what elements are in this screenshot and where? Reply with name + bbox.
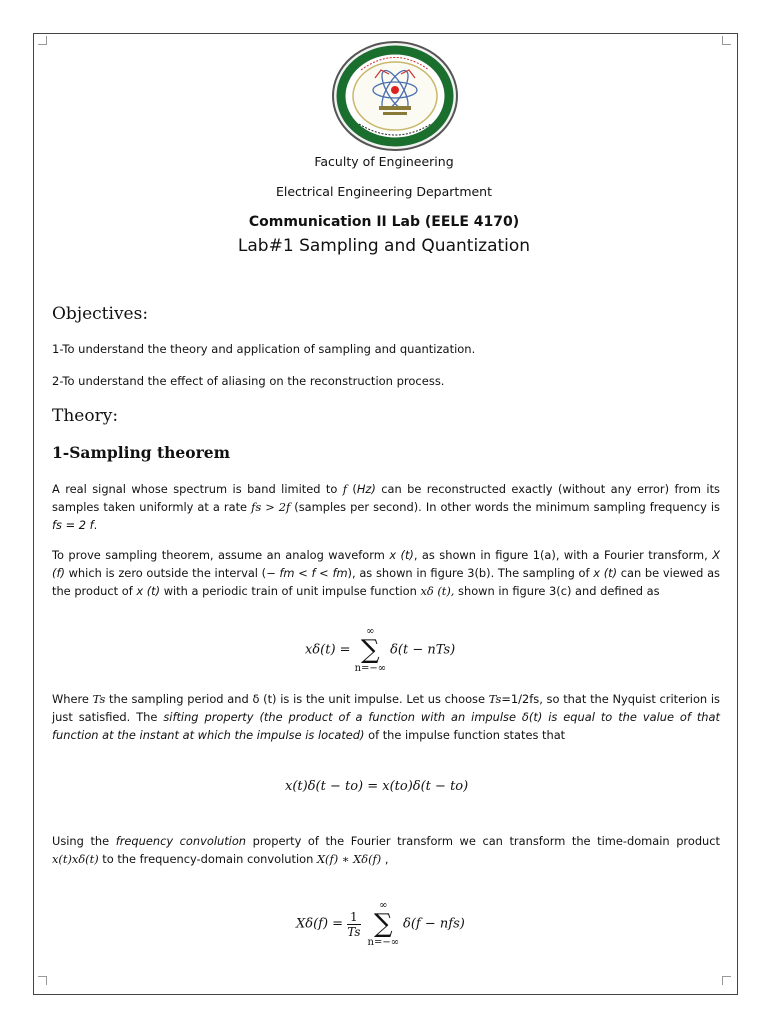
theory-heading: Theory: bbox=[52, 406, 119, 426]
lab-title: Lab#1 Sampling and Quantization bbox=[237, 236, 531, 256]
equation-impulse-train: xδ(t) = ∞ ∑ n=−∞ δ(t − nTs) bbox=[305, 626, 456, 674]
department-name: Electrical Engineering Department bbox=[275, 184, 493, 199]
paragraph-convolution: Using the frequency convolution property of the Fourier transform we can transform the time-domain product x(t)xδ(t) to the frequency-domain convolution X(f) ∗ Xδ(f) , bbox=[52, 834, 721, 866]
crop-mark-top-right bbox=[722, 36, 731, 45]
objective-item-1: 1-To understand the theory and application of sampling and quantization. bbox=[52, 342, 476, 356]
sampling-theorem-heading: 1-Sampling theorem bbox=[52, 443, 231, 462]
paragraph-sifting: Where Ts the sampling period and δ (t) is is the unit impulse. Let us choose Ts=1/2fs, so that the Nyquist criterion is just satisfied. The sifting property (the product of a function with an impulse δ(t) is equal to the value of that function at the instant at which the impulse is located) of the impulse function states that bbox=[52, 692, 720, 742]
course-title: Communication II Lab (EELE 4170) bbox=[248, 214, 520, 230]
crop-mark-bottom-left bbox=[38, 976, 47, 985]
objectives-heading: Objectives: bbox=[52, 304, 149, 324]
department-logo bbox=[331, 40, 459, 152]
objective-item-2: 2-To understand the effect of aliasing on the reconstruction process. bbox=[52, 374, 445, 388]
crop-mark-top-left bbox=[38, 36, 47, 45]
faculty-name: Faculty of Engineering bbox=[314, 154, 454, 169]
paragraph-bandlimited: A real signal whose spectrum is band limited to f (Hz) can be reconstructed exactly (without any error) from its samples taken uniformly at a rate fs > 2f (samples per second). In other words the minimum sampling frequency is fs = 2 f. bbox=[52, 482, 720, 532]
equation-spectrum: Xδ(f) = $\frac{1}{Ts}$ ∞ ∑ n=−∞ δ(f − nfs) bbox=[296, 900, 465, 948]
equation-sifting: x(t)δ(t − to) = x(to)δ(t − to) bbox=[285, 779, 469, 794]
paragraph-proof: To prove sampling theorem, assume an analog waveform x (t), as shown in figure 1(a), with a Fourier transform, X (f) which is zero outside the interval (− fm < f < fm), as shown in figure 3(b). The sampling of x (t) can be viewed as the product of x (t) with a periodic train of unit impulse function xδ (t), shown in figure 3(c) and defined as bbox=[52, 548, 720, 598]
crop-mark-bottom-right bbox=[722, 976, 731, 985]
